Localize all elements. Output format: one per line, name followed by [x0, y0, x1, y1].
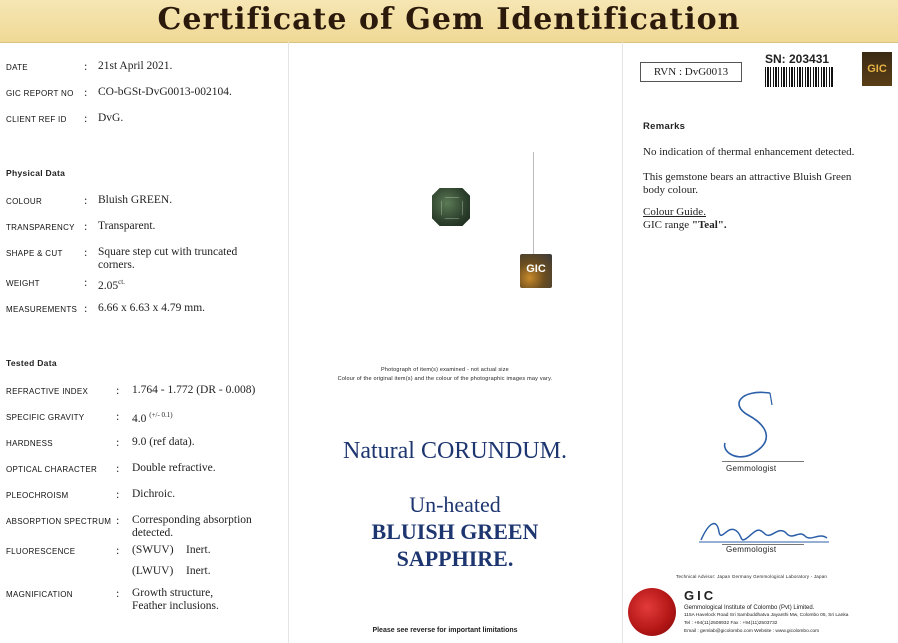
weight-unit: ct. — [118, 278, 125, 286]
fluorescence-sw-value: Inert. — [186, 544, 211, 556]
transparency-label: TRANSPARENCY — [6, 223, 75, 232]
physical-data-title: Physical Data — [6, 168, 66, 178]
certificate-banner — [0, 0, 898, 43]
hardness-label: HARDNESS — [6, 439, 53, 448]
institute-short-name: GIC — [684, 588, 717, 603]
remarks-title: Remarks — [643, 121, 686, 132]
report-no-label: GIC REPORT NO — [6, 89, 74, 98]
remark-2b: body colour. — [643, 184, 698, 196]
guide-prefix: GIC range — [643, 219, 692, 231]
footer-note: Please see reverse for important limitations — [372, 627, 518, 634]
refractive-index-label: REFRACTIVE INDEX — [6, 387, 89, 396]
specific-gravity-value — [132, 409, 173, 426]
technical-advisor: Technical Advisor: Japan Germany Gemmological Laboratory - Japan — [676, 574, 828, 579]
rvn-box: RVN : DvG0013 — [640, 62, 742, 82]
shape-cut-label: SHAPE & CUT — [6, 249, 63, 258]
barcode — [765, 67, 833, 87]
fold-line-left — [288, 42, 289, 643]
colour-guide-title: Colour Guide. — [643, 206, 706, 218]
colon: : — [116, 409, 120, 423]
tested-data-title: Tested Data — [6, 358, 57, 368]
colon: : — [116, 383, 120, 397]
colon: : — [84, 301, 88, 315]
pleochroism-value: Dichroic. — [132, 488, 176, 500]
shape-cut-value-1: Square step cut with truncated — [98, 246, 238, 258]
colour-value: Bluish GREEN. — [98, 194, 173, 206]
treatment-status: Un-heated — [409, 492, 501, 517]
colon: : — [116, 461, 120, 475]
gemmologist-label-1: Gemmologist — [726, 464, 777, 473]
absorption-spectrum-label: ABSORPTION SPECTRUM — [6, 517, 112, 526]
colon: : — [84, 219, 88, 233]
date-value: 21st April 2021. — [98, 60, 173, 72]
measurements-label: MEASUREMENTS — [6, 305, 78, 314]
fold-line-right — [622, 42, 623, 643]
absorption-value-2: detected. — [132, 527, 174, 539]
colour-label: COLOUR — [6, 197, 43, 206]
gic-logo: GIC — [862, 52, 892, 86]
gic-tag-logo: GIC — [520, 254, 552, 288]
magnification-value-2: Feather inclusions. — [132, 600, 219, 612]
refractive-index-value: 1.764 - 1.772 (DR - 0.008) — [132, 384, 256, 396]
colon: : — [84, 85, 88, 99]
colour-guide-range — [643, 219, 888, 232]
photo-note-2: Colour of the original item(s) and the colour of the photographic images may vary. — [337, 376, 553, 382]
shape-cut-value-2: corners. — [98, 259, 135, 271]
remark-1: No indication of thermal enhancement detected. — [643, 146, 855, 158]
measurements-value: 6.66 x 6.63 x 4.79 mm. — [98, 302, 206, 314]
client-ref-label: CLIENT REF ID — [6, 115, 67, 124]
colon: : — [116, 487, 120, 501]
gemmologist-signature-1 — [700, 385, 810, 465]
institute-name: Gemmological Institute of Colombo (Pvt) Limited. — [684, 605, 815, 611]
photo-note-1: Photograph of item(s) examined - not actual size — [381, 367, 509, 373]
specific-gravity-label: SPECIFIC GRAVITY — [6, 413, 85, 422]
fluorescence-label: FLUORESCENCE — [6, 547, 76, 556]
colon: : — [84, 111, 88, 125]
serial-number: SN: 203431 — [765, 52, 830, 66]
photo-pointer — [533, 152, 534, 257]
pleochroism-label: PLEOCHROISM — [6, 491, 69, 500]
report-no-value: CO-bGSt-DvG0013-002104. — [98, 86, 232, 98]
colon: : — [84, 59, 88, 73]
variety-line-2: SAPPHIRE. — [396, 546, 514, 571]
colon: : — [116, 586, 120, 600]
hardness-value: 9.0 (ref data). — [132, 436, 195, 448]
weight-number: 2.05 — [98, 279, 119, 292]
gemstone-facet — [441, 197, 463, 219]
fluorescence-lw: (LWUV) — [132, 565, 174, 577]
sg-number: 4.0 — [132, 412, 147, 425]
signature-line-1 — [722, 461, 804, 462]
variety-line-1: BLUISH GREEN — [371, 519, 539, 544]
optical-character-value: Double refractive. — [132, 462, 216, 474]
species-identification: Natural CORUNDUM. — [343, 438, 567, 464]
optical-character-label: OPTICAL CHARACTER — [6, 465, 98, 474]
colon: : — [84, 275, 88, 289]
fluorescence-lw-value: Inert. — [186, 565, 211, 577]
certificate-title: Certificate of Gem Identification — [157, 2, 741, 37]
colon: : — [84, 245, 88, 259]
institute-phone: Tel : +94(11)2508932 Fax : +94(11)2503732 — [684, 621, 778, 626]
transparency-value: Transparent. — [98, 220, 156, 232]
absorption-value-1: Corresponding absorption — [132, 514, 252, 526]
colon: : — [84, 193, 88, 207]
institute-email: Email : gemlab@gicolombo.com Website : www.gicolombo.com — [684, 629, 820, 634]
weight-value — [98, 276, 125, 293]
magnification-value-1: Growth structure, — [132, 587, 214, 599]
magnification-label: MAGNIFICATION — [6, 590, 73, 599]
sg-tolerance: (+/- 0.1) — [149, 411, 173, 419]
remark-2a: This gemstone bears an attractive Bluish Green — [643, 171, 852, 183]
guide-value: "Teal". — [691, 219, 727, 231]
date-label: DATE — [6, 63, 28, 72]
colon: : — [116, 543, 120, 557]
gemmologist-label-2: Gemmologist — [726, 545, 777, 554]
institute-seal — [628, 588, 676, 636]
client-ref-value: DvG. — [98, 112, 124, 124]
fluorescence-sw: (SWUV) — [132, 544, 174, 556]
weight-label: WEIGHT — [6, 279, 40, 288]
colon: : — [116, 513, 120, 527]
institute-address: 115A Havelock Road Sri Sambuddhatva Jayanthi Mw, Colombo 05, Sri Lanka — [684, 613, 849, 618]
colon: : — [116, 435, 120, 449]
